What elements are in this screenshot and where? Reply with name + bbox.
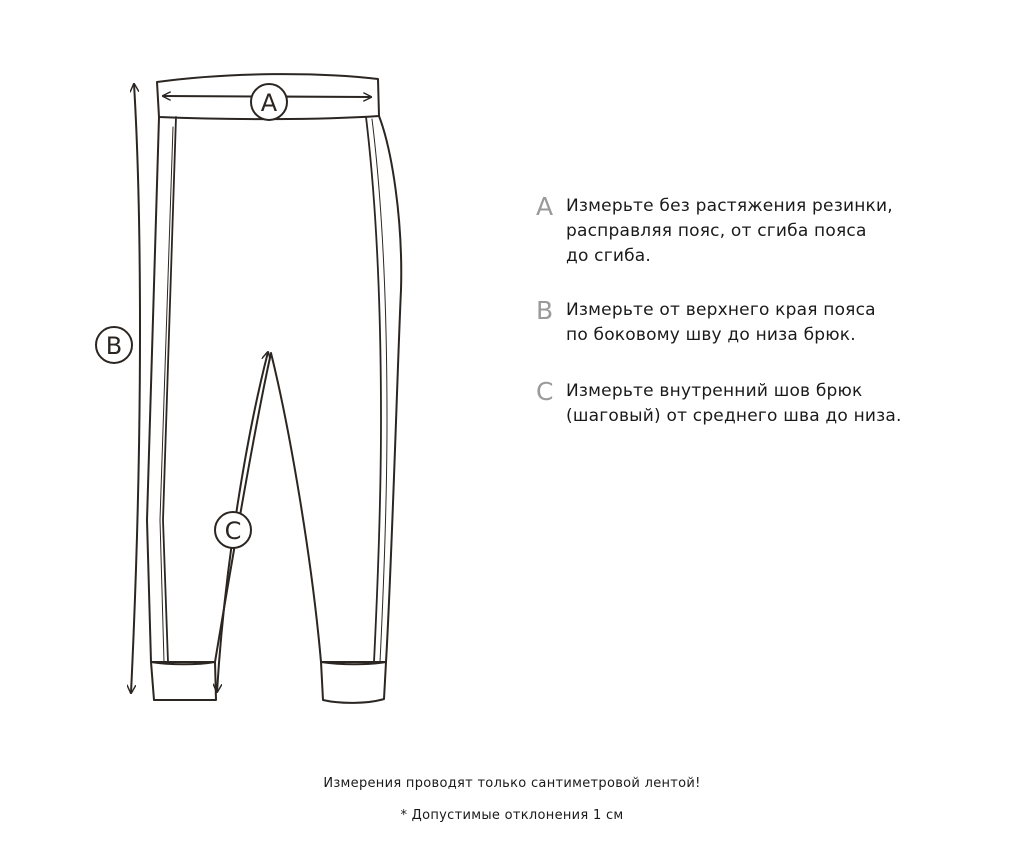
- measure-b-line: [131, 84, 140, 693]
- right-stripe: [366, 117, 381, 662]
- instruction-c-text: Измерьте внутренний шов брюк (шаговый) от среднего шва до низа.: [566, 381, 902, 426]
- label-a-text: A: [260, 89, 278, 117]
- instruction-b-letter: B: [536, 296, 554, 325]
- footer-tolerance-note: * Допустимые отклонения 1 см: [400, 808, 624, 823]
- instruction-a-letter: A: [536, 192, 554, 221]
- label-b: [96, 327, 132, 363]
- label-a: [251, 84, 287, 120]
- instruction-c-letter: C: [536, 377, 554, 406]
- instruction-a-text: Измерьте без растяжения резинки, расправляя пояс, от сгиба пояса до сгиба.: [566, 196, 893, 266]
- left-stripe: [163, 117, 176, 662]
- label-c: [215, 512, 251, 548]
- label-b-text: B: [105, 332, 123, 360]
- footer-main-note: Измерения проводят только сантиметровой лентой!: [323, 776, 701, 791]
- pants-outline: [147, 116, 401, 703]
- label-c-text: C: [224, 517, 242, 545]
- instruction-b-text: Измерьте от верхнего края пояса по боковому шву до низа брюк.: [566, 300, 876, 345]
